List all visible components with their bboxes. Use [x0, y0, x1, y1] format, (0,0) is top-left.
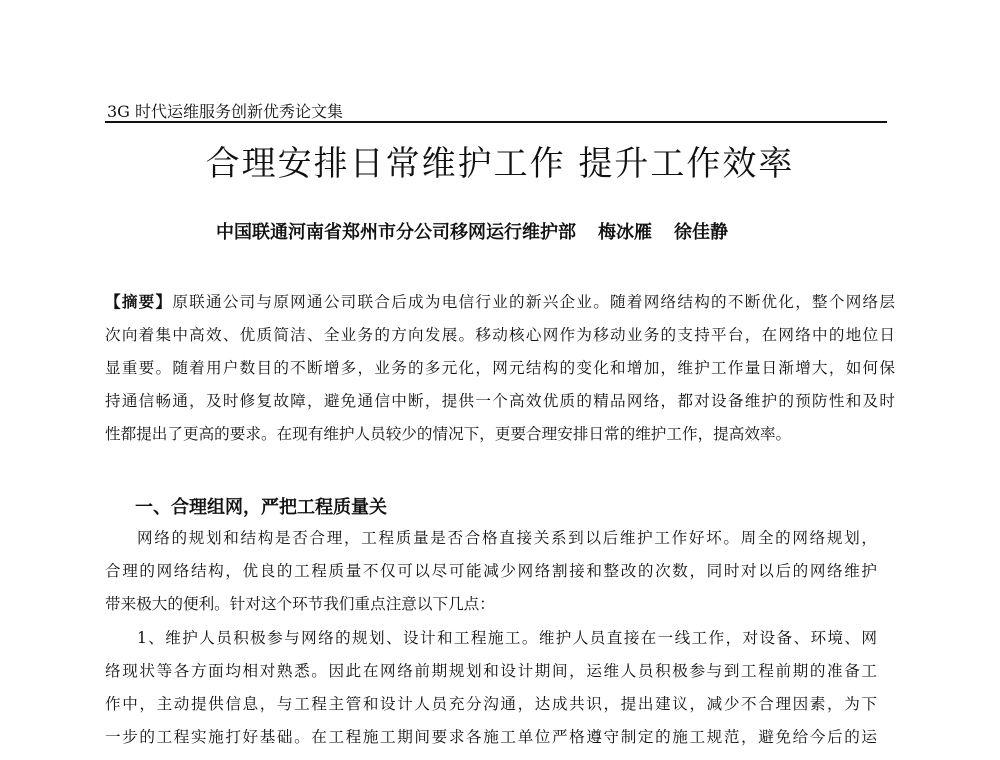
- running-header: 3G 时代运维服务创新优秀论文集: [107, 102, 344, 121]
- abstract-label: 【摘要】: [105, 293, 173, 311]
- paragraph-line: 1、维护人员积极参与网络的规划、设计和工程施工。维护人员直接在一线工作，对设备、环境、网: [137, 629, 877, 647]
- paragraph-line: 络现状等各方面均相对熟悉。因此在网络前期规划和设计期间，运维人员积极参与到工程前期的准备工: [105, 662, 877, 680]
- paragraph-line: 合理的网络结构，优良的工程质量不仅可以尽可能减少网络割接和整改的次数，同时对以后的网络维护: [105, 562, 877, 580]
- paragraph-line: 带来极大的便利。针对这个环节我们重点注意以下几点：: [105, 595, 495, 613]
- abstract-line: 【摘要】原联通公司与原网通公司联合后成为电信行业的新兴企业。随着网络结构的不断优化，整个网络层: [105, 293, 895, 311]
- abstract-line: 性都提出了更高的要求。在现有维护人员较少的情况下，更要合理安排日常的维护工作，提高效率。: [105, 425, 792, 443]
- abstract-line: 次向着集中高效、优质简洁、全业务的方向发展。移动核心网作为移动业务的支持平台，在网络中的地位日: [105, 326, 895, 344]
- article-title: 合理安排日常维护工作 提升工作效率: [205, 144, 795, 184]
- section-heading: 一、合理组网，严把工程质量关: [135, 497, 387, 518]
- abstract-line: 持通信畅通，及时修复故障，避免通信中断，提供一个高效优质的精品网络，都对设备维护的预防性和及时: [105, 392, 895, 410]
- paragraph-line: 一步的工程实施打好基础。在工程施工期间要求各施工单位严格遵守制定的施工规范，避免给今后的运: [105, 728, 877, 746]
- paragraph-line: 作中，主动提供信息，与工程主管和设计人员充分沟通，达成共识，提出建议，减少不合理因素，为下: [105, 695, 877, 713]
- paragraph-line: 网络的规划和结构是否合理，工程质量是否合格直接关系到以后维护工作好坏。周全的网络规划，: [137, 529, 877, 547]
- affiliation: 中国联通河南省郑州市分公司移网运行维护部: [216, 222, 576, 243]
- abstract-line: 显重要。随着用户数目的不断增多，业务的多元化，网元结构的变化和增加，维护工作量日渐增大，如何保: [105, 359, 895, 377]
- header-rule: [105, 121, 887, 123]
- author-line: [216, 218, 728, 244]
- author-name: 梅冰雁: [598, 222, 652, 243]
- author-name: 徐佳静: [674, 222, 728, 243]
